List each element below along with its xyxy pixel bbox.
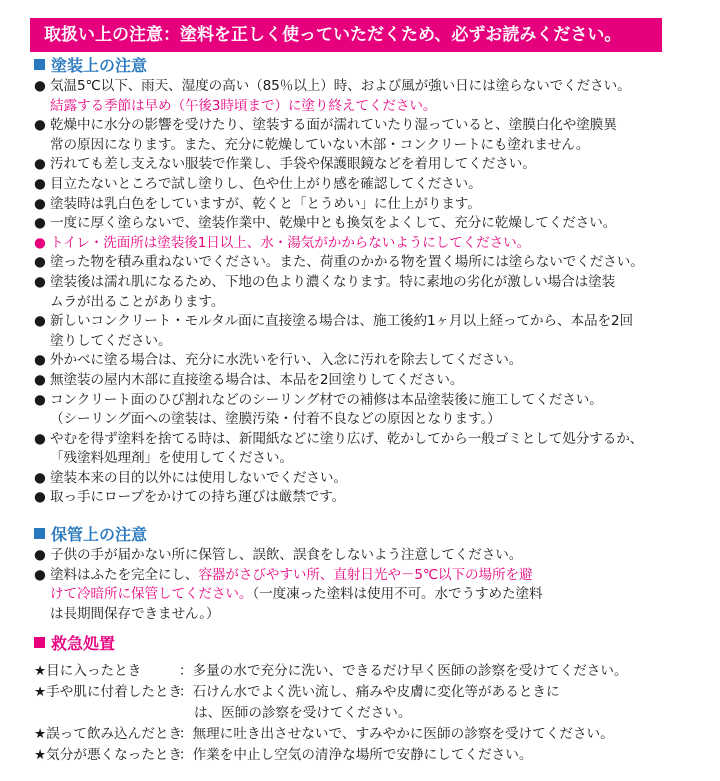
painting-list	[34, 77, 696, 508]
list-item	[34, 195, 696, 215]
first-aid-row	[34, 703, 696, 724]
item-text: 目立たないところで試し塗りし、色や仕上がり感を確認してください。	[50, 175, 482, 192]
item-text: 新しいコンクリート・モルタル面に直接塗る場合は、施工後約1ヶ月以上経ってから、本品を2回	[50, 313, 634, 330]
list-item	[34, 312, 696, 332]
first-aid-instruction: ：作業を中止し空気の清浄な場所で安静にしてください。	[179, 747, 533, 763]
section-heading-storage	[34, 524, 696, 546]
item-text: は長期間保存できません。）	[50, 605, 220, 622]
list-item	[34, 332, 696, 352]
storage-section	[34, 524, 696, 624]
first-aid-instruction: は、医師の診察を受けてください。	[194, 705, 412, 721]
bullet-dot-icon: ●	[34, 547, 46, 563]
bullet-dot-icon: ●	[34, 352, 46, 369]
bullet-dot-icon: ●	[34, 78, 46, 94]
section-title: 保管上の注意	[51, 525, 148, 544]
first-aid-trigger: ★気分が悪くなったとき	[34, 747, 183, 763]
bullet-dot-icon: ●	[34, 489, 46, 506]
list-item	[34, 410, 696, 430]
first-aid-row	[34, 745, 696, 766]
list-item	[34, 293, 696, 313]
item-text: 無塗装の屋内木部に直接塗る場合は、本品を2回塗りしてください。	[50, 371, 464, 388]
list-item	[34, 391, 696, 411]
section-heading-first-aid	[34, 633, 696, 655]
bullet-dot-icon: ●	[34, 254, 46, 271]
bullet-dot-icon: ●	[34, 273, 46, 290]
item-text: やむを得ず塗料を捨てる時は、新聞紙などに塗り広げ、乾かしてから一般ゴミとして処分するか、	[50, 430, 644, 447]
bullet-dot-icon: ●	[34, 215, 46, 232]
bullet-dot-icon: ●	[34, 195, 46, 212]
square-bullet-icon	[34, 637, 45, 648]
bullet-dot-icon: ●	[34, 313, 46, 330]
list-item	[34, 585, 696, 605]
first-aid-section	[34, 633, 696, 766]
list-item	[34, 546, 696, 566]
list-item	[34, 77, 696, 97]
list-item	[34, 175, 696, 195]
first-aid-list	[34, 661, 696, 766]
list-item	[34, 351, 696, 371]
bullet-dot-icon: ●	[34, 156, 46, 173]
bullet-dot-icon: ●	[34, 371, 46, 388]
item-text: 塗った物を積み重ねないでください。また、荷重のかかる物を置く場所には塗らないでください。	[50, 254, 644, 271]
square-bullet-icon	[34, 528, 45, 539]
first-aid-trigger: ★目に入ったとき	[34, 663, 142, 679]
item-text: 塗装本来の目的以外には使用しないでください。	[50, 469, 347, 486]
item-text: 一度に厚く塗らないで、塗装作業中、乾燥中とも換気をよくして、充分に乾燥してください。	[50, 215, 617, 232]
list-item	[34, 116, 696, 136]
list-item	[34, 155, 696, 175]
painting-section	[34, 55, 696, 508]
item-text: ムラが出ることがあります。	[50, 293, 225, 310]
square-bullet-icon	[34, 59, 45, 70]
list-item	[34, 488, 696, 508]
list-item	[34, 253, 696, 273]
item-text: 「残塗料処理剤」を使用してください。	[50, 450, 293, 467]
item-text: 気温5℃以下、雨天、湿度の高い（85％以上）時、および風が強い日には塗らないでください。	[50, 78, 631, 94]
bullet-dot-icon: ●	[34, 117, 46, 134]
item-text: 汚れても差し支えない服装で作業し、手袋や保護眼鏡などを着用してください。	[50, 156, 536, 173]
first-aid-row	[34, 724, 696, 745]
list-item	[34, 430, 696, 450]
item-text: 塗装後は濡れ肌になるため、下地の色より濃くなります。特に素地の劣化が激しい場合は塗装	[50, 273, 616, 290]
section-title: 救急処置	[51, 634, 116, 653]
list-item	[34, 566, 696, 586]
item-text: 取っ手にロープをかけての持ち運びは厳禁です。	[50, 489, 346, 506]
first-aid-instruction: ：無理に吐き出させないで、すみやかに医師の診察を受けてください。	[179, 726, 614, 742]
list-item	[34, 97, 696, 117]
caution-banner: 取扱い上の注意：塗料を正しく使っていただくため、必ずお読みください。	[30, 18, 662, 52]
item-text: 乾燥中に水分の影響を受けたり、塗装する面が濡れていたり湿っていると、塗膜白化や塗膜異	[50, 117, 617, 134]
first-aid-trigger: ★手や肌に付着したとき	[34, 684, 183, 700]
highlight-text: 容器がさびやすい所、直射日光や－5℃以下の場所を避	[198, 566, 533, 583]
bullet-dot-icon: ●	[34, 175, 46, 192]
highlight-text: けて冷暗所に保管してください。	[50, 586, 253, 603]
bullet-dot-icon: ●	[34, 469, 46, 486]
list-item	[34, 214, 696, 234]
bullet-dot-icon: ●	[34, 430, 46, 447]
item-text: 塗料はふたを完全にし、	[50, 566, 199, 583]
bullet-dot-icon: ●	[34, 566, 46, 583]
storage-list	[34, 546, 696, 624]
first-aid-instruction: ：多量の水で充分に洗い、できるだけ早く医師の診察を受けてください。	[179, 663, 628, 679]
item-text: 外かべに塗る場合は、充分に水洗いを行い、入念に汚れを除去してください。	[50, 352, 523, 369]
section-heading-painting	[34, 55, 696, 77]
item-text: 塗装時は乳白色をしていますが、乾くと「とうめい」に仕上がります。	[50, 195, 481, 212]
list-item	[34, 234, 696, 254]
list-item	[34, 469, 696, 489]
item-text: 子供の手が届かない所に保管し、誤飲、誤食をしないよう注意してください。	[50, 547, 523, 563]
first-aid-trigger: ★誤って飲み込んだとき	[34, 726, 183, 742]
bullet-dot-icon: ●	[34, 234, 46, 251]
section-title: 塗装上の注意	[51, 56, 148, 75]
first-aid-row	[34, 682, 696, 703]
item-text: （一度凍った塗料は使用不可。水でうすめた塗料	[252, 586, 543, 603]
first-aid-instruction: ：石けん水でよく洗い流し、痛みや皮膚に変化等があるときに	[179, 684, 560, 700]
item-text: 塗りしてください。	[50, 332, 172, 349]
item-text: （シーリング面への塗装は、塗膜汚染・付着不良などの原因となります。）	[50, 411, 501, 428]
bullet-dot-icon: ●	[34, 391, 46, 408]
list-item	[34, 371, 696, 391]
highlight-text: トイレ・洗面所は塗装後1日以上、水・湯気がかからないようにしてください。	[50, 234, 531, 251]
item-text: 常の原因になります。また、充分に乾燥していない木部・コンクリートにも塗れません。	[50, 136, 590, 153]
list-item	[34, 449, 696, 469]
list-item	[34, 273, 696, 293]
item-text: コンクリート面のひび割れなどのシーリング材での補修は本品塗装後に施工してください。	[50, 391, 603, 408]
list-item	[34, 136, 696, 156]
highlight-text: 結露する季節は早め（午後3時頃まで）に塗り終えてください。	[50, 97, 437, 114]
first-aid-row	[34, 661, 696, 682]
list-item	[34, 605, 696, 625]
